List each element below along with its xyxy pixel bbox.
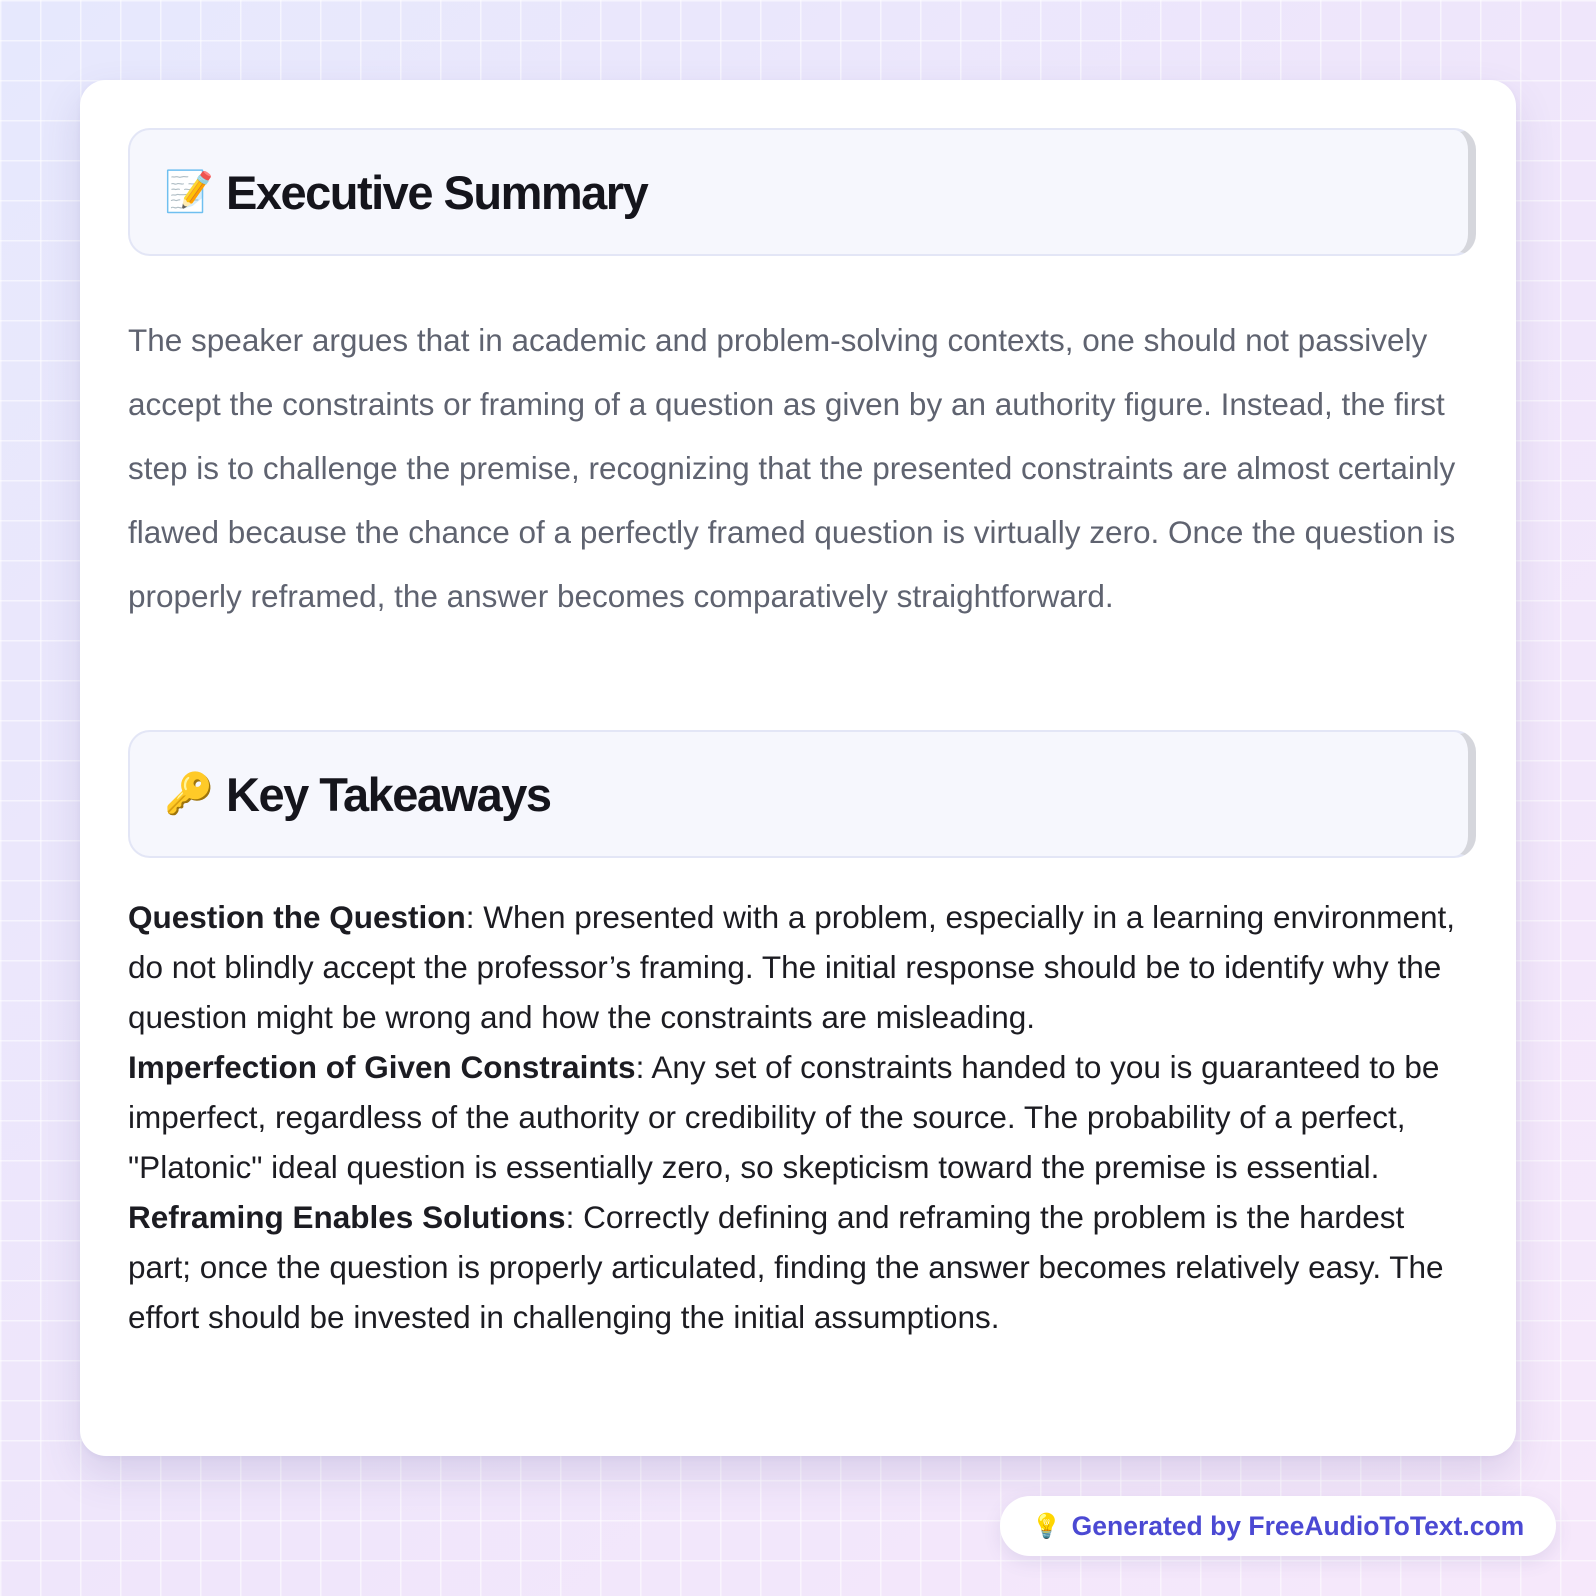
list-item [128, 1192, 1473, 1342]
list-item [128, 1042, 1473, 1192]
takeaway-term: Question the Question [128, 899, 466, 935]
takeaway-text: : Correctly defining and reframing the problem is the hardest part; once the question is properly articulated, finding the answer becomes relatively easy. The effort should be invested in challenging the initial assumptions. [128, 1199, 1444, 1335]
key-takeaways-title: Key Takeaways [226, 767, 551, 821]
takeaway-term: Reframing Enables Solutions [128, 1199, 566, 1235]
key-takeaways-list [128, 892, 1473, 1342]
executive-summary-title: Executive Summary [226, 165, 648, 219]
generated-by-link[interactable]: Generated by FreeAudioToText.com [1071, 1510, 1525, 1541]
generated-by-badge[interactable] [1000, 1496, 1556, 1556]
summary-card [80, 80, 1516, 1456]
key-takeaways-header [128, 730, 1476, 858]
key-icon: 🔑 [164, 772, 214, 816]
executive-summary-header [128, 128, 1476, 256]
list-item [128, 892, 1473, 1042]
takeaway-term: Imperfection of Given Constraints [128, 1049, 636, 1085]
lightbulb-icon: 💡 [1031, 1512, 1062, 1540]
takeaway-text: : Any set of constraints handed to you is guaranteed to be imperfect, regardless of the authority or credibility of the source. The probability of a perfect, "Platonic" ideal question is essentially zero, so skepticism toward the premise is essential. [128, 1049, 1440, 1185]
executive-summary-text: The speaker argues that in academic and problem-solving contexts, one should not passively accept the constraints or framing of a question as given by an authority figure. Instead, the first step is to challenge the premise, recognizing that the presented constraints are almost certainly flawed because the chance of a perfectly framed question is virtually zero. Once the question is properly reframed, the answer becomes comparatively straightforward. [128, 322, 1456, 614]
takeaway-text: : When presented with a problem, especially in a learning environment, do not blindly accept the professor’s framing. The initial response should be to identify why the question might be wrong and how the constraints are misleading. [128, 899, 1456, 1035]
memo-icon: 📝 [164, 170, 214, 214]
